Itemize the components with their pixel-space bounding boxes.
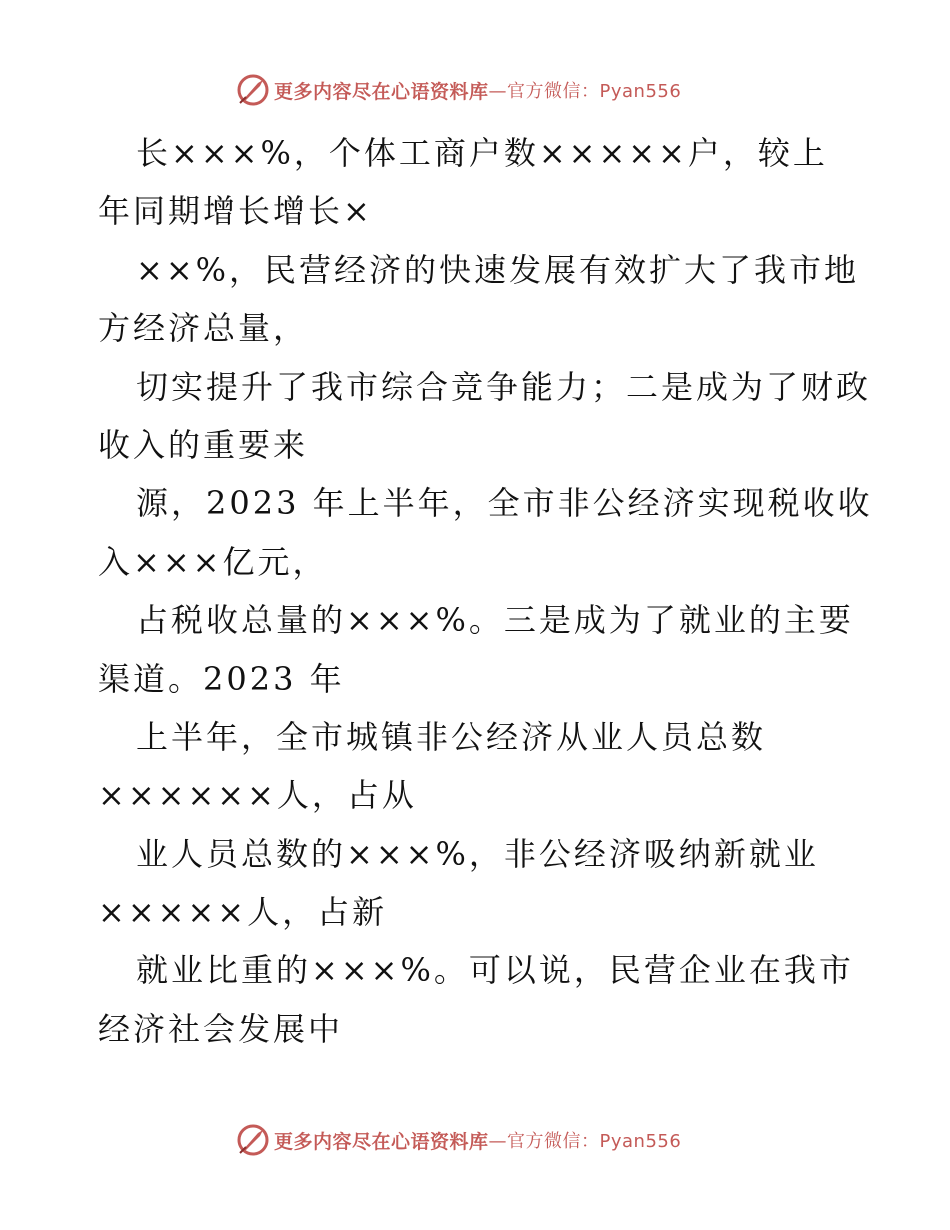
paragraph-line: 切实提升了我市综合竞争能力；二是成为了财政	[136, 367, 872, 406]
watermark-lead-text: 更多内容尽在心语资料库	[274, 1130, 489, 1153]
header-watermark	[236, 72, 681, 108]
watermark-tail-text: —官方微信：Pyan556	[488, 81, 682, 102]
footer-watermark	[236, 1122, 681, 1158]
paragraph-line: 长×××%，个体工商户数×××××户，较上	[136, 134, 828, 172]
paragraph-line: 源，2023 年上半年，全市非公经济实现税收收	[136, 484, 873, 523]
paragraph-line: 入×××亿元，	[98, 542, 328, 581]
paragraph-line: 就业比重的×××%。可以说，民营企业在我市	[136, 951, 854, 990]
body-paragraph	[98, 124, 873, 1058]
paragraph-line: 业人员总数的×××%，非公经济吸纳新就业	[136, 834, 819, 873]
quill-pen-circle-icon	[236, 1123, 270, 1157]
watermark-lead-text: 更多内容尽在心语资料库	[274, 80, 489, 103]
paragraph-line: 占税收总量的×××%。三是成为了就业的主要	[136, 601, 854, 640]
paragraph-line: ××××××人，占从	[98, 776, 417, 815]
paragraph-line: 方经济总量，	[98, 309, 309, 348]
quill-pen-circle-icon	[236, 73, 270, 107]
paragraph-line: 经济社会发展中	[98, 1009, 344, 1048]
paragraph-line: 上半年，全市城镇非公经济从业人员总数	[136, 717, 767, 756]
paragraph-line: ×××××人，占新	[98, 893, 388, 932]
paragraph-line: ××%，民营经济的快速发展有效扩大了我市地	[136, 250, 860, 289]
watermark-tail-text: —官方微信：Pyan556	[488, 1131, 682, 1152]
paragraph-line: 年同期增长增长×	[98, 192, 373, 231]
paragraph-line: 渠道。2023 年	[98, 659, 345, 698]
paragraph-line: 收入的重要来	[98, 425, 309, 464]
